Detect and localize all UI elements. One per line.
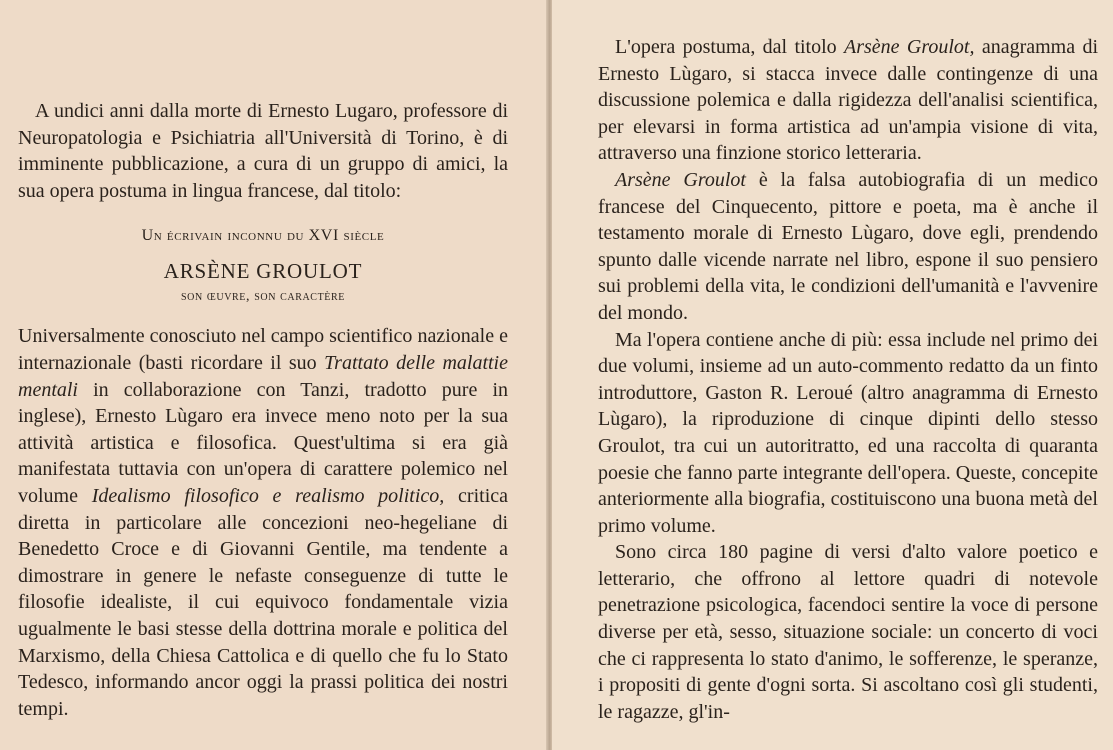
right-text-column (598, 34, 1098, 725)
contents-paragraph: Ma l'opera contiene anche di più: essa include nel primo dei due volumi, insieme ad un auto-commento redatto da un finto introduttore, Gaston R. Leroué (altro anagramma di Ernesto Lùgaro), la riproduzione di cinque dipinti dello stesso Groulot, tra cui un autoritratto, ed una raccolta di quaranta poesie che fanno parte integrante dell'opera. Queste, concepite anteriormente alla biografia, costituiscono una buona metà del primo volume. (598, 328, 1098, 537)
biography-paragraph: Universalmente conosciuto nel campo scientifico nazionale e internazionale (basti ricordare il suo Trattato delle malattie mentali in collaborazione con Tanzi, tradotto pure in inglese), Ernesto Lùgaro era invece meno noto per la sua attività artistica e filosofica. Quest'ultima si era già manifestata tuttavia con un'opera di carattere polemico nel volume Idealismo filosofico e realismo politico, critica diretta in particolare alle concezioni neo-hegeliane di Benedetto Croce e di Giovanni Gentile, ma tendente a dimostrare in genere le nefaste conseguenze di tutte le filosofie idealiste, il cui equivoco fondamentale vizia ugualmente le basi stesse della dottrina morale e politica del Marxismo, della Chiesa Cattolica e di quello che fu lo Stato Tedesco, informando ancor oggi la prassi politica dei nostri tempi. (18, 325, 509, 720)
book-title-line-1: Un écrivain inconnu du XVI siècle (141, 227, 385, 245)
work-title-2: Arsène Groulot (615, 168, 746, 191)
posthumous-work-paragraph: L'opera postuma, dal titolo Arsène Groulot, anagramma di Ernesto Lùgaro, si stacca invece dalle contingenze di una discussione polemica e dalla rigidezza dell'analisi scientifica, per elevarsi in forma artistica ad un'ampia visione di vita, attraverso una finzione storico letteraria. (598, 36, 1099, 165)
book-title-line-3: son œuvre, son caractère (181, 289, 345, 305)
intro-paragraph: A undici anni dalla morte di Ernesto Lugaro, professore di Neuropatologia e Psichiatria all'Università di Torino, è di imminente pubblicazione, a cura di un gruppo di amici, la sua opera postuma in lingua francese, dal titolo: (18, 100, 508, 202)
treatise-title: Trattato delle malattie mentali (18, 351, 508, 401)
left-page (0, 0, 548, 750)
left-text-column (18, 98, 508, 722)
right-page (552, 0, 1113, 750)
book-title-block (18, 224, 508, 308)
autobiography-paragraph: Arsène Groulot è la falsa autobiografia di un medico francese del Cinquecento, pittore e poeta, ma è anche il testamento morale di Ernesto Lùgaro, dove egli, prendendo spunto dalle vicende narrate nel libro, espone il suo pensiero sui problemi della vita, le condizioni dell'umanità e l'avvenire del mondo. (598, 168, 1098, 324)
poetry-paragraph: Sono circa 180 pagine di versi d'alto valore poetico e letterario, che offrono al lettore quadri di notevole penetrazione psicologica, facendoci sentire la voce di persone diverse per età, sesso, situazione sociale: un concerto di voci che ci rappresenta lo stato d'animo, le sofferenze, le speranze, i propositi di gente d'ogni sorta. Si ascoltano così gli studenti, le ragazze, gl'in- (598, 541, 1098, 723)
work-title: Arsène Groulot, (844, 36, 975, 58)
book-title-line-2: ARSÈNE GROULOT (163, 259, 363, 284)
idealism-title: Idealismo filosofico e realismo politico, (91, 484, 445, 507)
